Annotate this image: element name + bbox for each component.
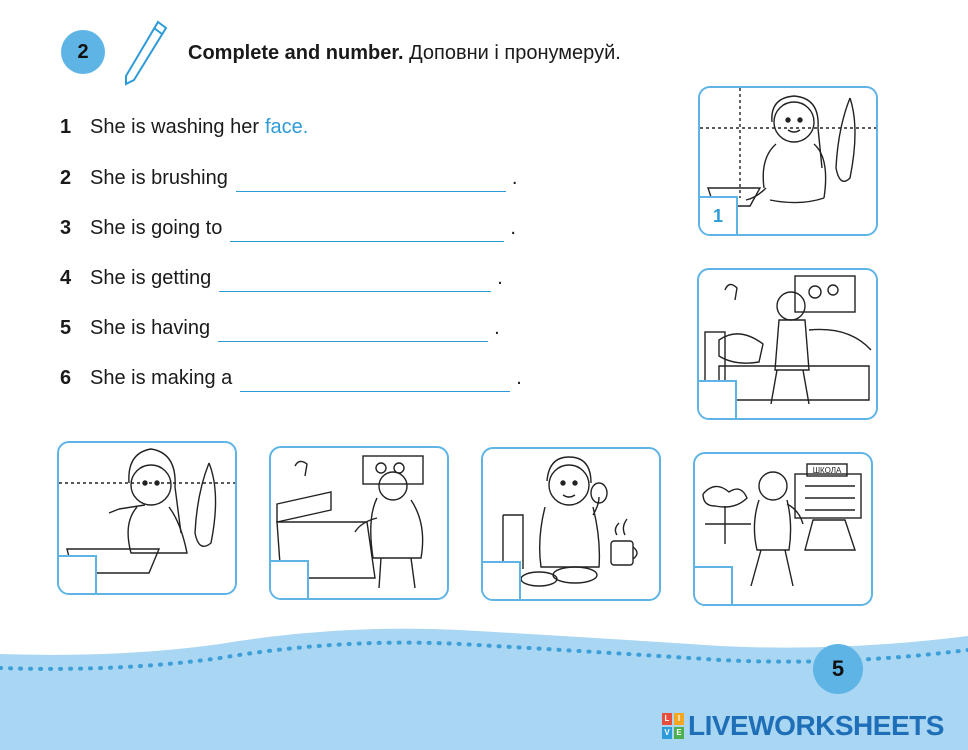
picture-getting-up — [697, 268, 878, 420]
picture-number-input[interactable] — [271, 561, 307, 599]
answer-field-3[interactable] — [230, 217, 504, 242]
picture-brushing-teeth — [57, 441, 237, 595]
sentence-6 — [60, 367, 522, 392]
picture-number-input[interactable] — [699, 381, 735, 419]
instruction-ua: Доповни і пронумеруй. — [409, 42, 621, 64]
picture-number-box[interactable] — [57, 555, 97, 595]
sentence-2 — [60, 167, 517, 192]
picture-having-breakfast — [481, 447, 661, 601]
sentence-text: She is going to — [90, 217, 223, 239]
sentence-period: . — [494, 317, 500, 339]
sentence-number: 5 — [60, 317, 72, 339]
page-number: 5 — [831, 656, 845, 681]
sentence-number: 2 — [60, 167, 72, 189]
liveworksheets-logo — [662, 710, 944, 742]
answer-field-2[interactable] — [236, 167, 506, 192]
instruction — [188, 42, 621, 65]
sentence-text: She is making a — [90, 367, 233, 389]
pencil-icon — [120, 18, 170, 88]
task-number: 2 — [77, 40, 89, 63]
answer-field-5[interactable] — [218, 317, 488, 342]
sentence-text: She is having — [90, 317, 211, 339]
answer-field-6[interactable] — [240, 367, 510, 392]
example-answer: face. — [264, 116, 309, 138]
sentence-period: . — [510, 217, 516, 239]
picture-number-box — [698, 196, 738, 236]
sentence-4 — [60, 267, 503, 292]
sentence-period: . — [497, 267, 503, 289]
sentence-number: 6 — [60, 367, 72, 389]
picture-number-box[interactable] — [693, 566, 733, 606]
picture-number-input[interactable] — [59, 556, 95, 594]
picture-number-input[interactable] — [483, 562, 519, 600]
brand-logo-icon: L I V E — [662, 713, 684, 739]
sentence-1 — [60, 116, 308, 139]
instruction-en: Complete and number. — [188, 42, 404, 64]
task-number-badge — [61, 30, 105, 74]
sentence-text: She is brushing — [90, 167, 228, 189]
picture-going-to-school — [693, 452, 873, 606]
sentence-5 — [60, 317, 500, 342]
page-number-badge — [813, 644, 863, 694]
sentence-number: 1 — [60, 116, 72, 138]
sentence-3 — [60, 217, 516, 242]
picture-washing-face — [698, 86, 878, 236]
sentence-number: 4 — [60, 267, 72, 289]
sentence-text: She is washing her — [90, 116, 259, 138]
sentence-text: She is getting — [90, 267, 212, 289]
picture-number: 1 — [712, 205, 723, 226]
picture-number-box[interactable] — [269, 560, 309, 600]
sentence-period: . — [516, 367, 522, 389]
sentence-period: . — [511, 167, 518, 189]
answer-field-4[interactable] — [219, 267, 491, 292]
brand-text: LIVEWORKSHEETS — [688, 710, 944, 741]
sentence-number: 3 — [60, 217, 72, 239]
picture-number-input[interactable] — [695, 567, 731, 605]
school-sign-text: ШКОЛА — [812, 466, 842, 475]
picture-number-box[interactable] — [481, 561, 521, 601]
picture-number-box[interactable] — [697, 380, 737, 420]
picture-making-bed — [269, 446, 449, 600]
